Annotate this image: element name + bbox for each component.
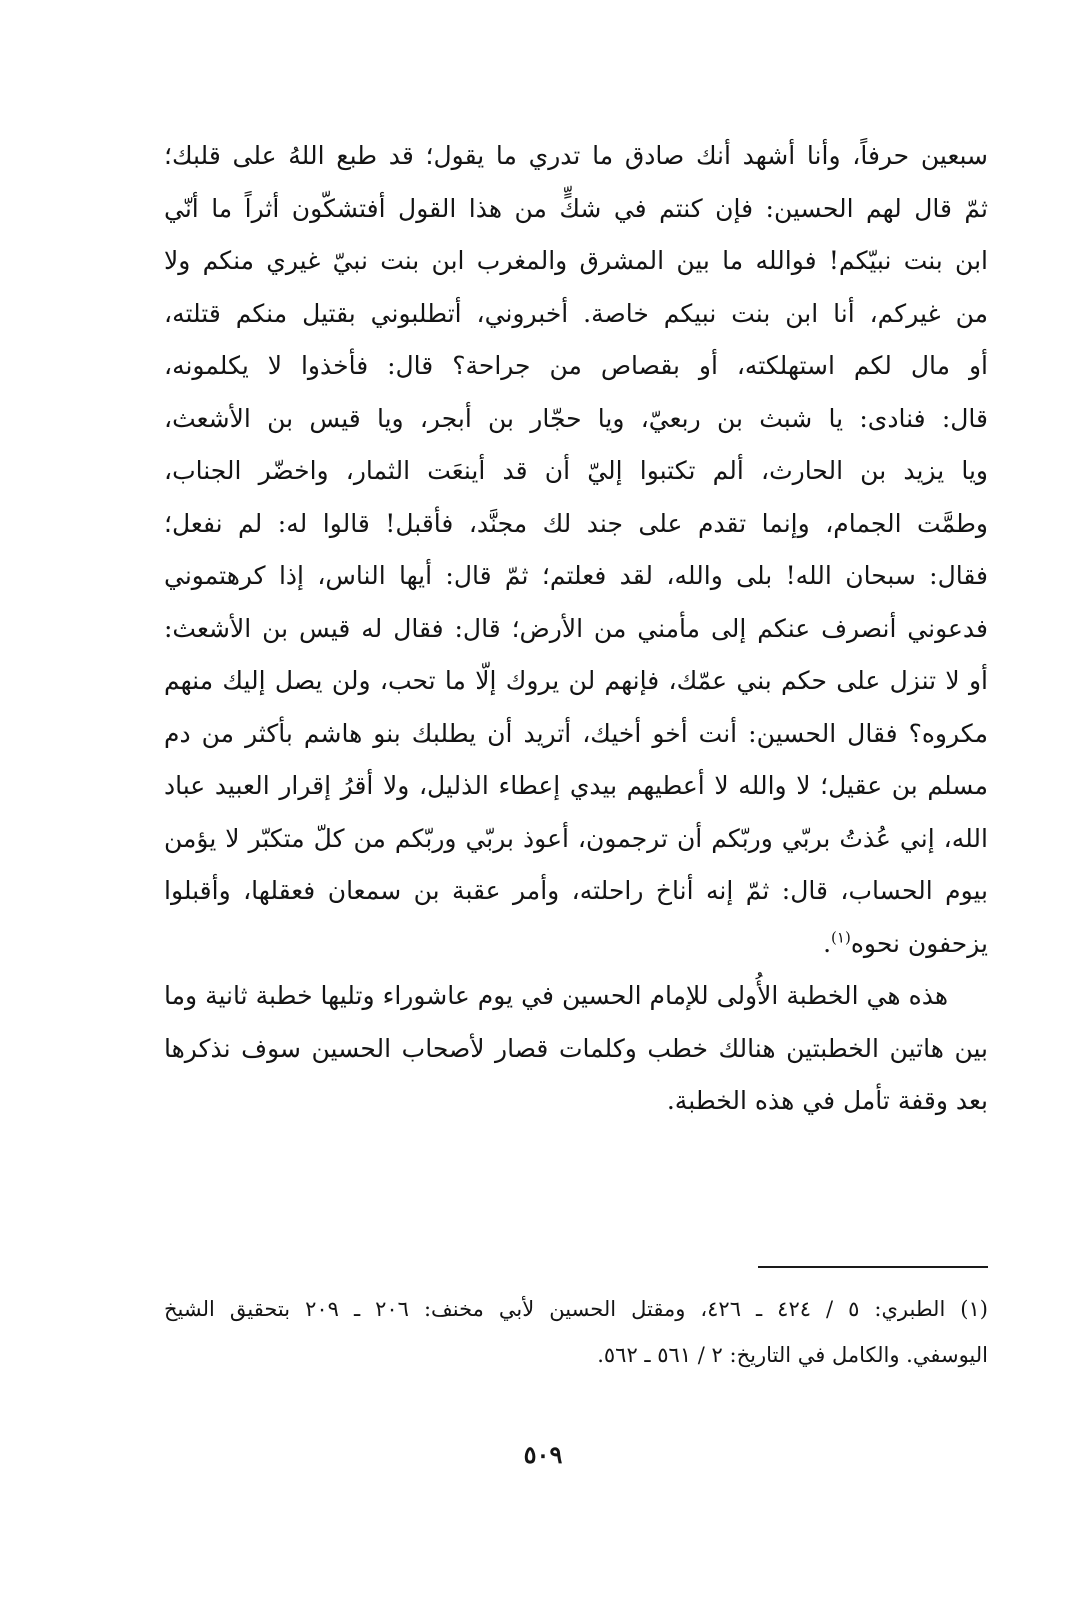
body-line: سبعين حرفاً، وأنا أشهد أنك صادق ما تدري ما يقول؛ قد طبع اللهُ على قلبك؛ — [164, 141, 988, 170]
main-text — [164, 130, 988, 1128]
sentence-end: . — [823, 928, 832, 958]
body-line: من غيركم، أنا ابن بنت نبيكم خاصة. أخبروني، أتطلبوني بقتيل منكم قتلته، — [164, 298, 988, 328]
body-line: فقال: سبحان الله! بلى والله، لقد فعلتم؛ ثمّ قال: أيها الناس، إذا كرهتموني — [164, 561, 988, 590]
body-line: ويا يزيد بن الحارث، ألم تكتبوا إليّ أن قد أينعَت الثمار، واخضّر الجناب، — [164, 456, 988, 485]
body-line: قال: فنادى: يا شبث بن ربعيّ، ويا حجّار بن أبجر، ويا قيس بن الأشعث، — [164, 403, 988, 433]
page-number: ٥٠٩ — [523, 1440, 563, 1469]
body-line: بيوم الحساب، قال: ثمّ إنه أناخ راحلته، وأمر عقبة بن سمعان فعقلها، وأقبلوا — [164, 876, 988, 905]
body-line-with-footnote-ref — [164, 918, 988, 971]
paragraph-first-line: هذه هي الخطبة الأُولى للإمام الحسين في يوم عاشوراء وتليها خطبة ثانية وما — [164, 981, 948, 1010]
body-line: ابن بنت نبيّكم! فوالله ما بين المشرق والمغرب ابن بنت نبيّ غيري منكم ولا — [164, 246, 988, 275]
body-line: فدعوني أنصرف عنكم إلى مأمني من الأرض؛ قال: فقال له قيس بن الأشعث: — [164, 613, 988, 643]
footnote-reference: (١) — [831, 928, 851, 947]
body-line: أو مال لكم استهلكته، أو بقصاص من جراحة؟ قال: فأخذوا لا يكلمونه، — [164, 351, 988, 380]
body-line: وطمَّت الجمام، وإنما تقدم على جند لك مجنَّد، فأقبل! قالوا له: لم نفعل؛ — [164, 508, 988, 538]
body-line: مسلم بن عقيل؛ لا والله لا أعطيهم بيدي إعطاء الذليل، ولا أقرُ إقرار العبيد عباد — [164, 771, 988, 800]
body-line: بعد وقفة تأمل في هذه الخطبة. — [666, 1086, 988, 1115]
footnote-line: اليوسفي. والكامل في التاريخ: ٢ / ٥٦١ ـ ٥٦٢. — [597, 1343, 988, 1367]
body-line: بين هاتين الخطبتين هنالك خطب وكلمات قصار لأصحاب الحسين سوف نذكرها — [164, 1033, 988, 1063]
body-line: مكروه؟ فقال الحسين: أنت أخو أخيك، أتريد أن يطلبك بنو هاشم بأكثر من دم — [164, 718, 988, 748]
body-line: الله، إني عُذتُ بربّي وربّكم أن ترجمون، أعوذ بربّي وربّكم من كلّ متكبّر لا يؤمن — [164, 823, 988, 853]
body-line: أو لا تنزل على حكم بني عمّك، فإنهم لن يروك إلّا ما تحب، ولن يصل إليك منهم — [164, 666, 988, 695]
footnote-line: (١) الطبري: ٥ / ٤٢٤ ـ ٤٢٦، ومقتل الحسين لأبي مخنف: ٢٠٦ ـ ٢٠٩ بتحقيق الشيخ — [164, 1297, 988, 1321]
body-line: ثمّ قال لهم الحسين: فإن كنتم في شكٍّ من هذا القول أفتشكّون أثراً ما أنّي — [164, 193, 988, 223]
body-line-text: يزحفون نحوه — [850, 928, 988, 958]
footnotes — [164, 1286, 988, 1378]
footnote-separator — [758, 1266, 988, 1268]
